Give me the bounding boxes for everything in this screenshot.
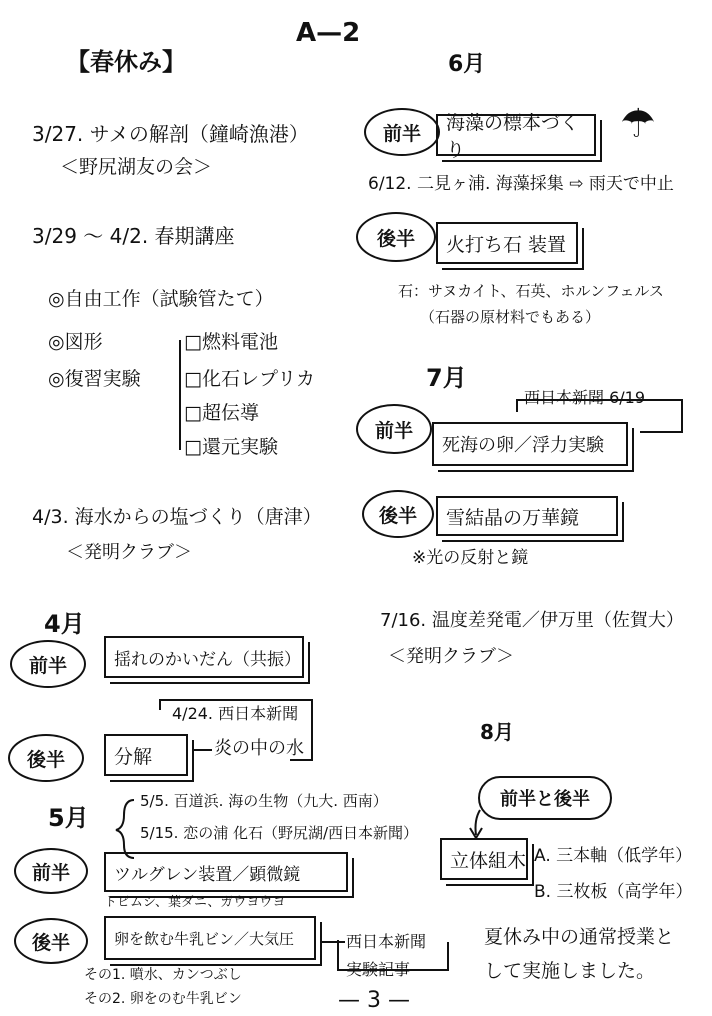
spring-event-3-org: ＜発明クラブ＞: [66, 542, 192, 563]
may-news-note: 西日本新聞: [346, 932, 427, 951]
august-topic: 立体組木: [440, 838, 528, 880]
july-mirror-note: ※光の反射と鏡: [412, 548, 529, 568]
may-second-half-label: 後半: [14, 918, 88, 964]
june-second-half-label: 後半: [356, 212, 436, 262]
august-option-b: B. 三枚板（高学年）: [534, 882, 693, 902]
may-sub-1: その1. 噴水、カンつぶし: [84, 967, 242, 983]
spring-event-2: 3/29 〜 4/2. 春期講座: [32, 224, 235, 248]
april-news-note: 4/24. 西日本新聞: [172, 704, 299, 723]
spring-sub-item: □化石レプリカ: [184, 368, 316, 390]
april-second-half-label: 後半: [8, 734, 84, 782]
may-first-half-note: トビムシ、葉ダニ、ガウヨウヨ: [104, 895, 286, 910]
june-second-half-topic: 火打ち石 装置: [436, 222, 578, 264]
april-experiment-note: 炎の中の水: [214, 738, 304, 759]
june-collection-note: 6/12. 二見ヶ浦. 海藻採集 ⇨ 雨天で中止: [368, 174, 674, 194]
august-month: 8月: [480, 720, 514, 744]
july-month: 7月: [426, 364, 467, 392]
spring-title: 【春休み】: [66, 48, 186, 76]
may-note-2: 5/15. 恋の浦 化石（野尻湖/西日本新聞）: [140, 824, 419, 842]
july-first-half-label: 前半: [356, 404, 432, 454]
may-month: 5月: [48, 804, 89, 832]
august-halves-bubble: 前半と後半: [478, 776, 612, 820]
spring-sub-item: □超伝導: [184, 402, 259, 424]
june-first-half-topic: 海藻の標本づくり: [436, 114, 596, 156]
august-summary-1: 夏休み中の通常授業と: [484, 926, 675, 948]
may-article-note: 実験記事: [346, 960, 411, 979]
june-month: 6月: [448, 52, 486, 77]
page-number: — 3 —: [338, 988, 410, 1013]
may-note-1: 5/5. 百道浜. 海の生物（九大. 西南）: [140, 792, 388, 810]
umbrella-rain-icon: ☂: [620, 101, 656, 147]
july-event: 7/16. 温度差発電／伊万里（佐賀大）: [380, 610, 684, 631]
spring-event-1-org: ＜野尻湖友の会＞: [60, 156, 213, 178]
spring-sub-item: □燃料電池: [184, 331, 278, 353]
page-code: A—2: [296, 18, 361, 48]
april-first-half-label: 前半: [10, 640, 86, 688]
july-second-half-topic: 雪結晶の万華鏡: [436, 496, 618, 536]
april-month: 4月: [44, 610, 85, 638]
spring-event-3: 4/3. 海水からの塩づくり（唐津）: [32, 506, 322, 528]
april-first-half-topic: 揺れのかいだん（共振）: [104, 636, 304, 678]
spring-item-1: ◎自由工作（試験管たて）: [48, 288, 274, 310]
june-stone-note: 石：サヌカイト、石英、ホルンフェルス: [398, 282, 664, 300]
spring-sub-item: □還元実験: [184, 436, 278, 458]
august-summary-2: して実施しました。: [484, 960, 656, 982]
august-option-a: A. 三本軸（低学年）: [534, 846, 693, 866]
may-sub-2: その2. 卵をのむ牛乳ビン: [84, 991, 242, 1007]
july-first-half-topic: 死海の卵／浮力実験: [432, 422, 628, 466]
may-first-half-label: 前半: [14, 848, 88, 894]
spring-event-1: 3/27. サメの解剖（鐘崎漁港）: [32, 122, 309, 146]
july-second-half-label: 後半: [362, 490, 434, 538]
may-second-half-topic: 卵を飲む牛乳ビン／大気圧: [104, 916, 316, 960]
spring-item-2: ◎図形: [48, 331, 103, 353]
spring-item-3: ◎復習実験: [48, 368, 141, 390]
june-stone-note-2: （石器の原材料でもある）: [420, 308, 601, 326]
april-second-half-topic: 分解: [104, 734, 188, 776]
july-news-note: 西日本新聞 6/19: [524, 388, 646, 407]
may-first-half-topic: ツルグレン装置／顕微鏡: [104, 852, 348, 892]
july-event-org: ＜発明クラブ＞: [388, 646, 514, 667]
june-first-half-label: 前半: [364, 108, 440, 156]
